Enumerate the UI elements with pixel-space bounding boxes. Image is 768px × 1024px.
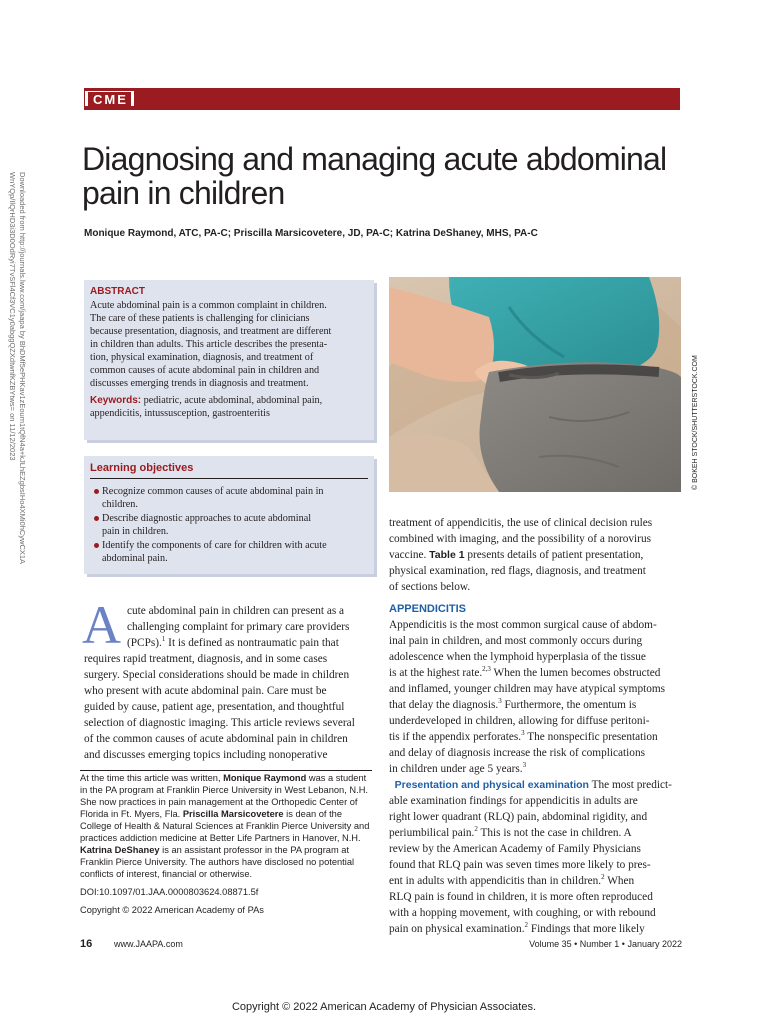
doi-link[interactable]: DOI:10.1097/01.JAA.0000803624.08871.5f <box>80 887 259 897</box>
intro-paragraph: A cute abdominal pain in children can present as a challenging complaint for primary care providers (PCPs).$^1$ It is defined as nontraumatic pain that requires rapid treatment, diagnosis, and in some cases surgery. Special considerations should be made in children who present with acute abdominal pain. Care must be guided by cause, patient age, presentation, and thoughtful selection of diagnostic imaging. This article reviews several of the common causes of acute abdominal pain in children and discusses emerging topics including nonoperative <box>82 595 355 761</box>
author-affiliations: At the time this article was written, Monique Raymond was a student in the PA program at Franklin Pierce University in West Lebanon, N.H. She now practices in pain management at the Orthopedic Center of Florida in Ft. Myers, Fla. Priscilla Marsicovetere is dean of the College of Health & Natural Sciences at Franklin Pierce University and practices addiction medicine at Better Life Partners in Hanover, N.H. Katrina DeShaney is an assistant professor in the PA program at Franklin Pierce University. The authors have disclosed no potential conflicts of interest, financial or otherwise. <box>80 773 370 879</box>
keywords: Keywords: pediatric, acute abdominal, abdominal pain, appendicitis, intussusception, gastroenteritis <box>90 395 323 419</box>
issue-info: Volume 35 • Number 1 • January 2022 <box>529 939 682 949</box>
section-heading-appendicitis: APPENDICITIS <box>389 603 467 615</box>
download-notice <box>0 0 27 1024</box>
page-footer <box>80 938 682 952</box>
child-holding-stomach-photo <box>389 277 681 492</box>
learning-objectives-list <box>90 485 368 565</box>
list-item: Describe diagnostic approaches to acute abdominal pain in children. <box>90 512 368 538</box>
learning-objectives-heading: Learning objectives <box>90 462 368 479</box>
paragraph: Presentation and physical examination The most predict- able examination findings for appendicitis in adults are right lower quadrant (RLQ) pain, abdominal rigidity, and periumbilical pain.$^2$ This is not the case in children. A review by the American Academy of Family Physicians found that RLQ pain was seven times more likely to pres- ent in adults with appendicitis than in children.$^2$ When RLQ pain is found in children, it is more often reproduced with a hopping movement, with coughing, or with rebound pain on physical examination.$^2$ Findings that more likely <box>389 779 672 935</box>
article-title: Diagnosing and managing acute abdominal pain in children <box>82 141 667 211</box>
journal-site-link[interactable]: www.JAAPA.com <box>114 939 183 949</box>
photo-credit: © BOKEH STOCK/SHUTTERSTOCK.COM <box>692 355 699 490</box>
download-notice-text: Downloaded from http://journals.lww.com/jaapa by BhDMf5ePHKav1zEoum1tQfN4a+kJLhEZgbsIHo4XMi0hCywCX1A WnYQp/IlQrHD3i3D0OdRyi7TvSFl4Cf3VC1y0abggQZXdtwnfKZBYtws= on 11/12/2023 <box>8 172 27 565</box>
keywords-label: Keywords: <box>90 395 142 406</box>
list-item: Recognize common causes of acute abdominal pain in children. <box>90 485 368 511</box>
learning-objectives-box <box>84 456 374 574</box>
bullet-icon <box>94 543 99 548</box>
drop-cap: A <box>82 595 121 655</box>
section-badge <box>84 90 135 107</box>
page-number: 16 <box>80 938 93 950</box>
table-reference: Table 1 <box>429 549 465 561</box>
list-item: Identify the components of care for children with acute abdominal pain. <box>90 539 368 565</box>
right-column-body <box>389 515 681 937</box>
page-copyright: Copyright © 2022 American Academy of Physician Associates. <box>231 1001 537 1013</box>
copyright-notice: Copyright © 2022 American Academy of PAs <box>80 905 264 915</box>
paragraph: treatment of appendicitis, the use of clinical decision rules combined with imaging, and the possibility of a norovirus vaccine. Table 1 presents details of patient presentation, physical examination, red flags, diagnosis, and treatment of sections below. <box>389 517 653 593</box>
paragraph: Appendicitis is the most common surgical cause of abdom- inal pain in children, and most commonly occurs during adolescence when the lymphoid hyperplasia of the tissue is at the highest rate.$^{2,3}$ When the lumen becomes obstructed and inflamed, younger children may have atypical symptoms that delay the diagnosis.$^3$ Furthermore, the omentum is underdeveloped in children, allowing for diffuse peritoni- tis if the appendix perforates.$^3$ The nonspecific presentation and delay of diagnosis increase the risk of complications in children under age 5 years.$^3$ <box>389 619 666 775</box>
abstract-text: Acute abdominal pain is a common complaint in children. The care of these patients is challenging for clinicians because presentation, diagnosis, and treatment are different in children than adults. This article describes the presenta- tion, physical examination, diagnosis, and treatment of common causes of acute abdominal pain in children and discusses emerging trends in diagnosis and treatment. <box>90 300 332 389</box>
section-header-bar <box>84 88 680 110</box>
bullet-icon <box>94 516 99 521</box>
bullet-icon <box>94 489 99 494</box>
abstract-heading: ABSTRACT <box>90 286 145 297</box>
author-list: Monique Raymond, ATC, PA-C; Priscilla Marsicovetere, JD, PA-C; Katrina DeShaney, MHS, PA-C <box>84 228 538 239</box>
author-footnote <box>80 770 372 922</box>
section-badge-label: CME <box>88 92 131 107</box>
article-photo <box>389 277 681 492</box>
subheading-presentation: Presentation and physical examination <box>394 779 589 791</box>
abstract-box <box>84 280 374 440</box>
